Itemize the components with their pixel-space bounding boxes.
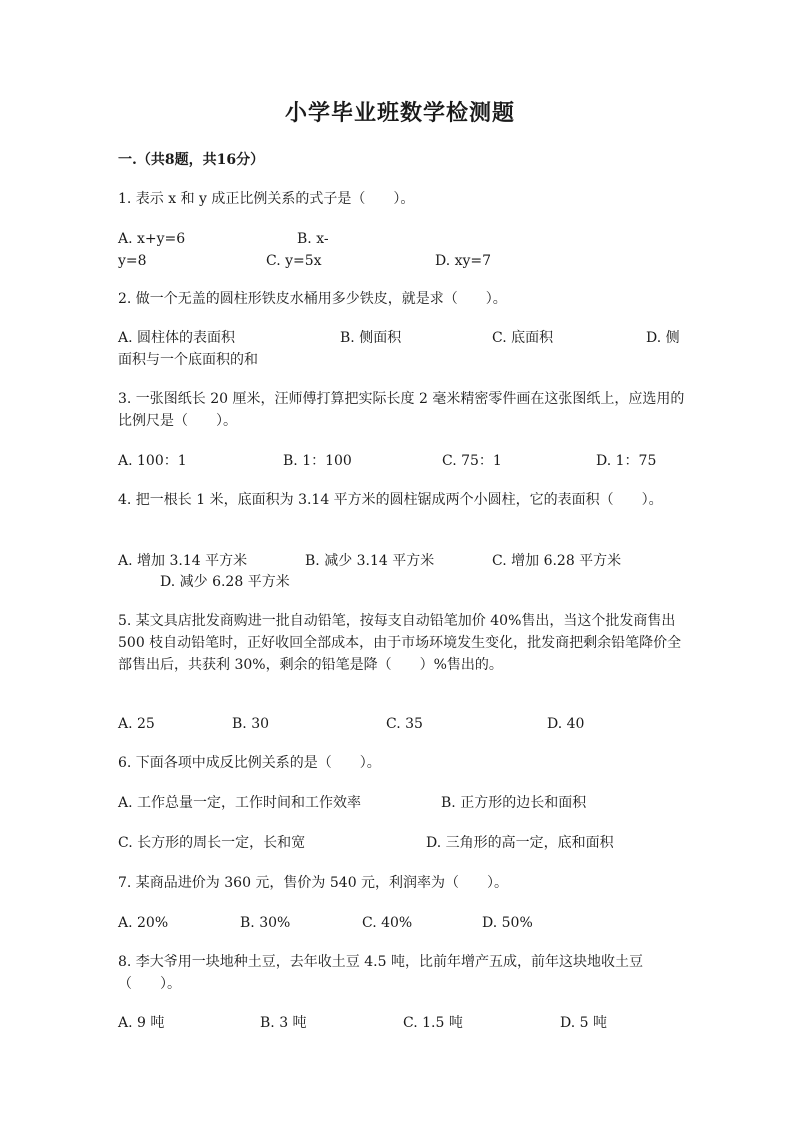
- option-a[interactable]: A. 工作总量一定，工作时间和工作效率: [118, 795, 362, 811]
- option-a[interactable]: A. 增加 3.14 平方米: [118, 553, 248, 569]
- section-heading: 一.（共8题，共16分）: [118, 152, 265, 168]
- option-d[interactable]: D. xy=7: [435, 253, 492, 269]
- option-b[interactable]: B. 30: [232, 716, 270, 732]
- option-d[interactable]: D. 三角形的高一定，底和面积: [426, 835, 614, 851]
- option-c[interactable]: C. 增加 6.28 平方米: [492, 553, 622, 569]
- option-b[interactable]: B. x-: [297, 231, 329, 247]
- option-c[interactable]: C. y=5x: [266, 253, 322, 269]
- option-b-continued: y=8: [118, 253, 147, 269]
- page-title: 小学毕业班数学检测题: [284, 100, 515, 126]
- option-c[interactable]: C. 底面积: [492, 330, 554, 346]
- option-b[interactable]: B. 正方形的边长和面积: [441, 795, 587, 811]
- question-stem: 6. 下面各项中成反比例关系的是（ ）。: [118, 755, 381, 771]
- option-b[interactable]: B. 3 吨: [260, 1015, 307, 1031]
- option-d[interactable]: D. 40: [547, 716, 585, 732]
- option-b[interactable]: B. 减少 3.14 平方米: [305, 553, 435, 569]
- question-stem: 2. 做一个无盖的圆柱形铁皮水桶用多少铁皮，就是求（ ）。: [118, 291, 507, 307]
- option-d[interactable]: D. 减少 6.28 平方米: [160, 574, 290, 590]
- option-c[interactable]: C. 40%: [362, 915, 413, 931]
- option-b[interactable]: B. 1：100: [283, 453, 352, 469]
- question-stem: 1. 表示 x 和 y 成正比例关系的式子是（ ）。: [118, 191, 415, 207]
- option-a[interactable]: A. 圆柱体的表面积: [118, 330, 236, 346]
- option-b[interactable]: B. 侧面积: [340, 330, 402, 346]
- option-b[interactable]: B. 30%: [240, 915, 291, 931]
- option-a[interactable]: A. 25: [118, 716, 155, 732]
- option-d-continued: 面积与一个底面积的和: [118, 352, 258, 368]
- option-c[interactable]: C. 35: [386, 716, 423, 732]
- question-stem: 7. 某商品进价为 360 元，售价为 540 元，利润率为（ ）。: [118, 875, 509, 891]
- question-stem: 3. 一张图纸长 20 厘米，汪师傅打算把实际长度 2 毫米精密零件画在这张图纸上，应选用的比例尺是（ ）。: [118, 391, 685, 429]
- question-stem: 5. 某文具店批发商购进一批自动铅笔，按每支自动铅笔加价 40%售出，当这个批发商售出 500 枝自动铅笔时，正好收回全部成本，由于市场环境发生变化，批发商把剩余铅笔降价全部售出后，共获利 30%，剩余的铅笔是降（ ）%售出的。: [118, 613, 682, 673]
- option-a[interactable]: A. 9 吨: [118, 1015, 165, 1031]
- question-stem: 8. 李大爷用一块地种土豆，去年收土豆 4.5 吨，比前年增产五成，前年这块地收土豆（ ）。: [118, 954, 643, 992]
- option-a[interactable]: A. x+y=6: [118, 231, 186, 247]
- option-c[interactable]: C. 75：1: [442, 453, 502, 469]
- option-d[interactable]: D. 5 吨: [560, 1015, 607, 1031]
- option-d[interactable]: D. 1：75: [596, 453, 657, 469]
- question-stem: 4. 把一根长 1 米，底面积为 3.14 平方米的圆柱锯成两个小圆柱，它的表面积（ ）。: [118, 492, 663, 508]
- option-c[interactable]: C. 1.5 吨: [403, 1015, 463, 1031]
- option-c[interactable]: C. 长方形的周长一定，长和宽: [118, 835, 306, 851]
- option-d[interactable]: D. 侧: [646, 330, 680, 346]
- option-d[interactable]: D. 50%: [482, 915, 533, 931]
- option-a[interactable]: A. 20%: [118, 915, 169, 931]
- option-a[interactable]: A. 100：1: [118, 453, 187, 469]
